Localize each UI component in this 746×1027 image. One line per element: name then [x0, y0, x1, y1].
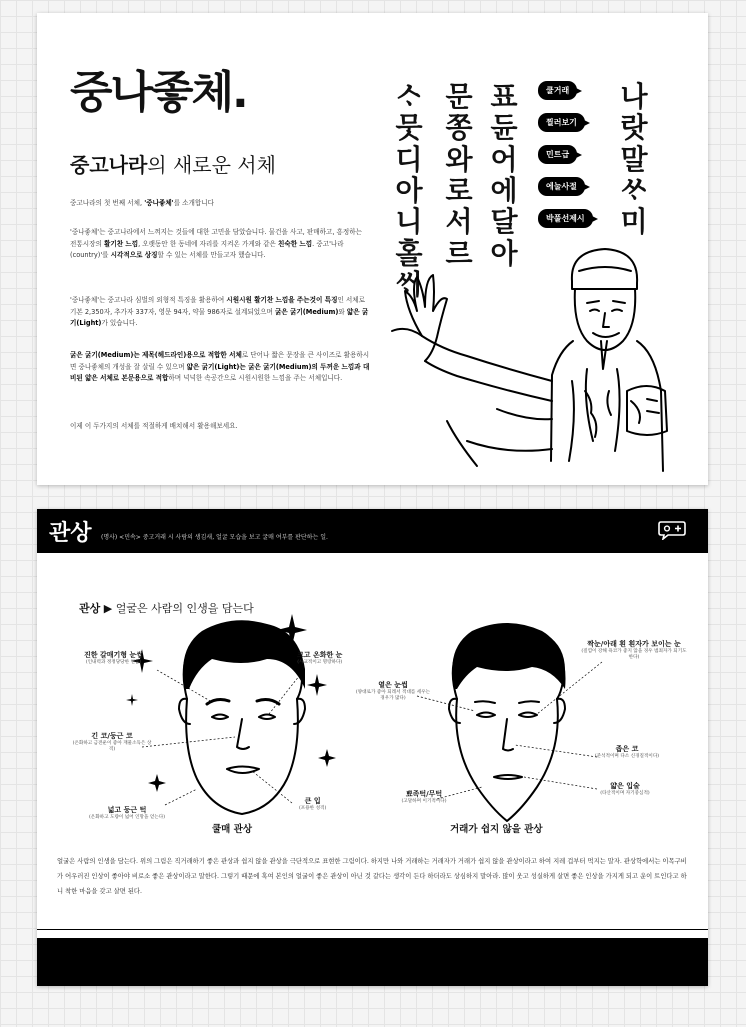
speech-bubble: 민트급: [538, 145, 577, 164]
body-paragraph: 얼굴은 사람의 인생을 담는다. 위의 그림은 직거래하기 좋은 관상과 쉽지 않을 관상을 극단적으로 표현한 그림이다. 하지만 나와 거래하는 거래자가 거래가 쉽지 않을 관상이라고 하여 지레 겁부터 먹지는 말자. 관상학에서는 이목구비가 어우러진 인상이 좋아야 비로소 좋은 관상이라고 말한다. 그렇기 때문에 혹여 본인의 얼굴이 좋은 관상이 아닌 것 같다는 생각이 든다 하더라도 상심하지 말아라. 많이 웃고 성실하게 살면 좋은 인상을 가지게 되고 운이 트인다고 하니 착한 마음을 갖고 살면 된다.: [57, 858, 687, 895]
caption-good-face: 쿨매 관상: [212, 824, 253, 835]
text-run: '중나좋체'는 중고나라 심벌의 외형적 특징을 활용하여: [70, 296, 227, 304]
feature-label: 긴 코/둥근 코 (온화하고 금전운이 좋아 재물소득은 상격): [72, 732, 152, 753]
text-run: 얇은 굵기(Light)는 굵은 굵기(Medium)의 두꺼운 느낌과 대비된 얇은 서체로 본문용으로 적합: [70, 362, 370, 383]
text-run: 와: [338, 307, 347, 316]
feature-label: 큰 입 (포용한 성격): [299, 797, 327, 812]
feature-label: 진한 갈매기형 눈썹 (인내력과 정정당당한 인품): [84, 651, 143, 666]
caption-bad-face: 거래가 쉽지 않을 관상: [450, 824, 543, 835]
text-run: '중나좋체': [144, 199, 174, 207]
text-run: 로 단어나 짧은 문장을 큰 사이즈로 활용하시면 중나좋체의 개성을 잘 살릴 수 있으며: [70, 351, 370, 371]
feature-label: 좁은 코 (준석적이며 다소 신경질적이다): [594, 745, 660, 760]
band-title: 관상: [49, 521, 92, 546]
text-run: 얇은 굵기(Light): [70, 307, 369, 328]
intro-paragraph-4: [70, 350, 370, 385]
feature-label: 옅은 눈썹 (양대로가 좋아 되레서 적대를 세우는 경우가 많다): [355, 681, 431, 702]
text-run: 시원시원 활기찬 느낌을 주는것이 특징: [226, 296, 338, 304]
feature-label: 크고 온화한 눈 (사교적이고 명랑하다): [297, 651, 343, 666]
text-run: 이제 이 두가지의 서체를 적절하게 배치해서 활용해보세요.: [70, 422, 238, 430]
text-run: 가 있습니다.: [101, 319, 138, 328]
band-description: (명사) <민속> 중고거래 시 사람의 생김새, 얼굴 모습을 보고 굴매 여부를 판단하는 일.: [101, 534, 328, 541]
text-run: 굵은 굵기(Medium)는 제목(헤드라인)용으로 적합한 서체: [70, 351, 242, 359]
section-heading: 관상 ▶ 얼굴은 사람의 인생을 담는다: [79, 602, 254, 615]
text-run: 중고나라의 첫 번째 서체,: [70, 199, 145, 207]
divider: [37, 929, 708, 930]
intro-paragraph-3: [70, 295, 370, 330]
intro-paragraph-2: [70, 227, 370, 262]
font-title: 중나좋체.: [70, 67, 247, 118]
king-illustration: [347, 241, 677, 476]
intro-paragraph-1: [70, 198, 370, 210]
speech-bubble: 박풀선제시: [538, 209, 593, 228]
text-run: 굵은 굵기(Medium): [274, 307, 339, 316]
vertical-column-1: 나랏말ᄊᆞ미: [620, 80, 648, 239]
footer-band: [37, 938, 708, 986]
text-run: 시각적으로 상징: [110, 251, 158, 260]
speech-bubble: 에눌사절: [538, 177, 585, 196]
feature-label: 얇은 입술 (타산적이며 자기중심적): [600, 782, 650, 797]
feature-label: 짝눈/아래 흰 흰자가 보이는 눈 (질낌이 강해 욕코가 좋지 않을 경우 범죄자가 되기도 한다): [581, 640, 687, 661]
feature-label: 뾰족턱/무턱 (고달하며 이기적이다): [401, 790, 447, 805]
speech-bubble: 찔러보기: [538, 113, 585, 132]
speech-bubble: 쿨거래: [538, 81, 577, 100]
text-run: 하며 넉넉한 속공간으로 시원시원한 느낌을 주는 서체입니다.: [168, 374, 343, 383]
text-run: 활기찬 느낌: [103, 239, 139, 248]
text-run: 를 소개합니다: [173, 199, 215, 207]
text-run: , 오랫동안 한 동네에 자리를 지켜온 가게와 같은: [138, 239, 278, 248]
vertical-column-3: 문쫑와로서르: [445, 80, 473, 270]
vertical-column-4: ᄉᆞ뭇디아니홀ᄊᆡ: [395, 80, 423, 302]
text-run: 친숙한 느낌: [278, 239, 313, 248]
text-run: '중나좋체'는 중고나라에서 느껴지는 것들에 대한 고민을 담았습니다. 물건을 사고, 판매하고, 흥정하는 전통시장의: [70, 228, 363, 248]
feature-label: 넓고 둥근 턱 (온화하고 도량이 넓어 인망을 얻는다): [89, 806, 165, 821]
font-intro-page: [37, 13, 708, 485]
face-illustrations: [37, 509, 708, 849]
text-run: . 중고'나라(country)'를: [70, 239, 344, 260]
font-subtitle: 중고나라의 새로운 서체: [70, 153, 276, 177]
text-run: 인 서체로 기본 2,350자, 추가자 337자, 영문 94자, 약물 986자로 설계되었으며: [70, 296, 366, 316]
vertical-column-2: 표듄어에달아: [490, 80, 518, 270]
text-run: 할 수 있는 서체를 만들고자 했습니다.: [157, 251, 266, 260]
intro-paragraph-5: [70, 421, 370, 433]
gwansang-page: [37, 509, 708, 986]
